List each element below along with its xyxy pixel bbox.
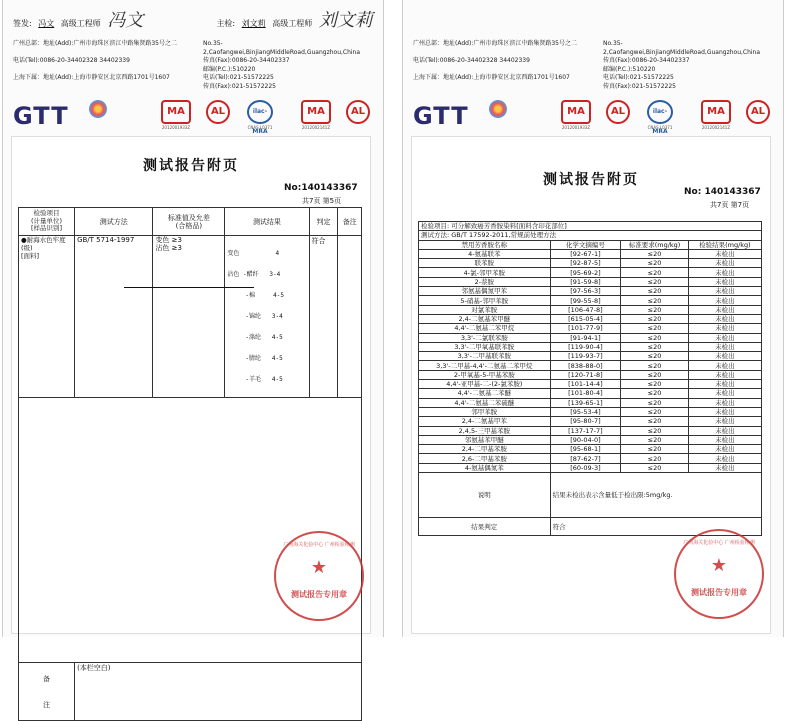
table-row <box>419 380 762 389</box>
limit-value: ≤20 <box>621 268 689 277</box>
limit-value: ≤20 <box>621 398 689 407</box>
amine-name: 4-氨基联苯 <box>419 249 551 258</box>
address-gz-fax: 传真(Fax):0086-20-34402337 <box>203 57 290 64</box>
table-row <box>419 389 762 398</box>
cal-cert-icon <box>603 100 633 125</box>
signer-name: 冯文 <box>38 19 55 28</box>
result-line: -棉 4-5 <box>227 292 284 299</box>
result-line: -腈纶 4-5 <box>227 355 283 362</box>
limit-value: ≤20 <box>621 287 689 296</box>
cal-cert-icon-2 <box>743 100 773 125</box>
table-row <box>419 417 762 426</box>
result-value: 未检出 <box>688 426 761 435</box>
gtt-flower-icon <box>489 100 507 118</box>
standard-line: 沾色 ≥3 <box>155 244 182 252</box>
cas-number: [91-59-8] <box>550 277 621 286</box>
cas-number: [838-88-0] <box>550 361 621 370</box>
table-row <box>419 324 762 333</box>
cert-mark: MA <box>301 100 331 124</box>
limit-value: ≤20 <box>621 305 689 314</box>
table-row <box>419 287 762 296</box>
table-row <box>419 352 762 361</box>
cas-number: [99-55-8] <box>550 296 621 305</box>
limit-value: ≤20 <box>621 417 689 426</box>
report-number: No:140143367 <box>284 183 358 193</box>
cert-number: 2012002141Z <box>301 125 331 130</box>
cert-number: CNAS L0371 <box>647 125 673 130</box>
cas-number: [87-62-7] <box>550 454 621 463</box>
result-value: 未检出 <box>688 342 761 351</box>
test-item: 检验项目: 可分解致癌芳香胺染料[面料含印花部位] <box>419 222 762 231</box>
official-seal-left <box>274 531 364 621</box>
remark-text: (本栏空白) <box>75 663 362 721</box>
result-line: -羊毛 4-5 <box>227 376 283 383</box>
fastness-table <box>18 207 362 721</box>
limit-value: ≤20 <box>621 454 689 463</box>
limit-value: ≤20 <box>621 342 689 351</box>
col-header-limit: 标准要求(mg/kg) <box>621 240 689 249</box>
cert-mark: AL <box>746 100 770 124</box>
amine-name: 邻氨基偶氮甲苯 <box>419 287 551 296</box>
cert-number: 2012001933Z <box>161 125 191 130</box>
table-row <box>419 426 762 435</box>
cas-number: [119-93-7] <box>550 352 621 361</box>
logo-row <box>11 98 375 134</box>
limit-value: ≤20 <box>621 426 689 435</box>
amine-name: 3,3'-二甲基-4,4'-二氨基二苯甲烷 <box>419 361 551 370</box>
address-gz-tel: 电话(Tel):0086-20-34402328 34402339 <box>13 57 130 64</box>
checker-name: 刘文莉 <box>241 19 266 28</box>
report-number: No: 140143367 <box>684 187 761 197</box>
cas-number: [137-17-7] <box>550 426 621 435</box>
cas-number: [95-80-7] <box>550 417 621 426</box>
result-value: 未检出 <box>688 314 761 323</box>
result-value: 未检出 <box>688 361 761 370</box>
result-value: 未检出 <box>688 370 761 379</box>
standard-cell <box>153 236 225 398</box>
remark-cell <box>338 236 362 398</box>
conclusion-label: 结果判定 <box>419 518 551 536</box>
signer-title: 高级工程师 <box>60 19 101 28</box>
address-gz-tel: 电话(Tel):0086-20-34402328 34402339 <box>413 57 530 64</box>
method-cell: GB/T 5714-1997 <box>75 236 153 398</box>
conclusion-value: 符合 <box>550 518 761 536</box>
limit-value: ≤20 <box>621 324 689 333</box>
cas-number: [101-80-4] <box>550 389 621 398</box>
amine-name: 3,3'-二甲基联苯胺 <box>419 352 551 361</box>
table-row <box>419 296 762 305</box>
gtt-flower-icon <box>89 100 107 118</box>
cert-number: 2012002141Z <box>701 125 731 130</box>
cas-number: [95-53-4] <box>550 407 621 416</box>
seal-ring-text: 广州海关化验中心 广州检验检测 <box>683 540 755 546</box>
col-header-result: 检验结果(mg/kg) <box>688 240 761 249</box>
col-header-standard: 标准值及允差 (合格品) <box>153 208 225 236</box>
item-line: ●耐海水色牢度 <box>21 236 66 244</box>
address-gz-en: No.35-2,Caofangwei,BinjiangMiddleRoad,Guangzhou,China <box>603 40 761 56</box>
cas-number: [139-65-1] <box>550 398 621 407</box>
signer-handwritten-signature: 冯文 <box>107 10 144 31</box>
result-value: 未检出 <box>688 324 761 333</box>
seal-star-icon: ★ <box>710 555 728 576</box>
amine-name: 4-氨基偶氮苯 <box>419 463 551 472</box>
address-sh-fax: 传真(Fax):021-51572225 <box>203 82 276 90</box>
table-row <box>419 435 762 444</box>
checker-title: 高级工程师 <box>272 19 313 28</box>
test-method: 测试方法: GB/T 17592-2011,常规前处理方法 <box>419 231 762 240</box>
cert-mark: MA <box>161 100 191 124</box>
cert-mark: ilac-MRA <box>247 100 273 124</box>
cas-number: [92-87-5] <box>550 259 621 268</box>
logo-row <box>411 98 775 134</box>
limit-value: ≤20 <box>621 445 689 454</box>
cas-number: [615-05-4] <box>550 314 621 323</box>
limit-value: ≤20 <box>621 277 689 286</box>
result-value: 未检出 <box>688 454 761 463</box>
cas-number: [95-68-1] <box>550 445 621 454</box>
result-value: 未检出 <box>688 398 761 407</box>
seal-ring-text: 广州海关化验中心 广州检验检测 <box>283 542 355 548</box>
table-row <box>419 259 762 268</box>
amine-name: 4,4'-二氨基二苯硫醚 <box>419 398 551 407</box>
amine-rows <box>419 249 762 472</box>
limit-value: ≤20 <box>621 435 689 444</box>
item-line: (级) <box>21 244 33 252</box>
table-row <box>419 277 762 286</box>
amine-name: 邻氨基苯甲醚 <box>419 435 551 444</box>
official-seal-right <box>674 529 764 619</box>
col-header-cas: 化学文摘编号 <box>550 240 621 249</box>
amine-name: 对氯苯胺 <box>419 305 551 314</box>
limit-value: ≤20 <box>621 352 689 361</box>
checker-label: 主检: <box>216 19 236 28</box>
limit-value: ≤20 <box>621 361 689 370</box>
table-row <box>419 361 762 370</box>
seal-word: 测试报告专用章 <box>291 590 347 599</box>
gtt-logo: GTT <box>13 102 69 130</box>
address-gz-fax: 传真(Fax):0086-20-34402337 <box>603 57 690 64</box>
seal-word: 测试报告专用章 <box>691 588 747 597</box>
col-header-name: 禁用芳香胺名称 <box>419 240 551 249</box>
cert-mark: ilac-MRA <box>647 100 673 124</box>
result-value: 未检出 <box>688 389 761 398</box>
result-line: -锦纶 3-4 <box>227 313 283 320</box>
cas-number: [90-04-0] <box>550 435 621 444</box>
col-header-result: 测试结果 <box>225 208 309 236</box>
address-gz-cn: 广州总部：地址(Add):广州市海珠区滨江中路集贤路35号之二 <box>13 40 177 47</box>
address-gz-post: 邮编(P.C.):510220 <box>203 65 256 73</box>
limit-value: ≤20 <box>621 389 689 398</box>
result-value: 未检出 <box>688 259 761 268</box>
note-label: 说明 <box>419 473 551 518</box>
address-gz-cn: 广州总部：地址(Add):广州市海珠区滨江中路集贤路35号之二 <box>413 40 577 47</box>
table-row <box>419 268 762 277</box>
limit-value: ≤20 <box>621 333 689 342</box>
cma-cert-icon <box>561 100 591 130</box>
limit-value: ≤20 <box>621 259 689 268</box>
cas-number: [95-69-2] <box>550 268 621 277</box>
amine-name: 邻甲苯胺 <box>419 407 551 416</box>
result-value: 未检出 <box>688 249 761 258</box>
report-sheet-right <box>411 136 771 634</box>
amine-name: 4-氯-邻甲苯胺 <box>419 268 551 277</box>
col-header-method: 测试方法 <box>75 208 153 236</box>
cas-number: [106-47-8] <box>550 305 621 314</box>
limit-value: ≤20 <box>621 407 689 416</box>
address-sh-cn: 上海下属：地址(Add):上海市静安区北京西路1701号1607 <box>13 74 170 81</box>
signer-label: 签发: <box>13 19 32 28</box>
result-line: 沾色 -醋纤 3-4 <box>227 271 281 278</box>
standard-line: 变色 ≥3 <box>155 236 182 244</box>
result-value: 未检出 <box>688 380 761 389</box>
page-title: 测试报告附页 <box>543 172 639 188</box>
cert-mark: AL <box>606 100 630 124</box>
amine-name: 2-甲氧基-5-甲基苯胺 <box>419 370 551 379</box>
result-value: 未检出 <box>688 287 761 296</box>
amine-name: 2,4-二甲基苯胺 <box>419 445 551 454</box>
amine-name: 2,4,5-三甲基苯胺 <box>419 426 551 435</box>
result-cell <box>225 236 309 398</box>
table-row <box>419 370 762 379</box>
note-text: 结果未检出表示含量低于检出限:5mg/kg. <box>550 473 761 518</box>
signature-line <box>13 6 377 32</box>
page-info: 共7页 第5页 <box>302 197 342 205</box>
page-info: 共7页 第7页 <box>710 201 750 209</box>
address-sh-tel: 电话(Tel):021-51572225 <box>203 74 274 81</box>
address-sh-tel: 电话(Tel):021-51572225 <box>603 74 674 81</box>
cas-number: [91-94-1] <box>550 333 621 342</box>
limit-value: ≤20 <box>621 296 689 305</box>
cas-number: [101-14-4] <box>550 380 621 389</box>
limit-value: ≤20 <box>621 380 689 389</box>
cma-cert-icon-2 <box>301 100 331 130</box>
cas-number: [120-71-8] <box>550 370 621 379</box>
result-value: 未检出 <box>688 463 761 472</box>
cas-number: [119-90-4] <box>550 342 621 351</box>
address-block <box>13 40 373 91</box>
cnas-cert-icon <box>645 100 675 135</box>
amine-name: 4,4'-亚甲基-二-(2-氯苯胺) <box>419 380 551 389</box>
amine-name: 3,3'-二氯联苯胺 <box>419 333 551 342</box>
result-value: 未检出 <box>688 407 761 416</box>
table-row <box>419 398 762 407</box>
limit-value: ≤20 <box>621 463 689 472</box>
verdict-cell: 符合 <box>309 236 338 398</box>
result-value: 未检出 <box>688 268 761 277</box>
amine-name: 4,4'-二氨基二苯甲烷 <box>419 324 551 333</box>
cas-number: [92-67-1] <box>550 249 621 258</box>
cnas-cert-icon <box>245 100 275 135</box>
amine-name: 联苯胺 <box>419 259 551 268</box>
cert-mark: MA <box>561 100 591 124</box>
result-value: 未检出 <box>688 277 761 286</box>
table-row <box>419 305 762 314</box>
amine-name: 2,6-二甲基苯胺 <box>419 454 551 463</box>
amine-name: 3,3'-二甲氧基联苯胺 <box>419 342 551 351</box>
report-page-left <box>2 0 384 709</box>
cert-mark: AL <box>346 100 370 124</box>
cma-cert-icon-2 <box>701 100 731 130</box>
result-value: 未检出 <box>688 296 761 305</box>
cas-number: [97-56-3] <box>550 287 621 296</box>
table-row <box>419 342 762 351</box>
address-gz-en: No.35-2,Caofangwei,BinjiangMiddleRoad,Guangzhou,China <box>203 40 361 56</box>
amine-name: 2,4-二氨基苯甲醚 <box>419 314 551 323</box>
amine-name: 2-萘胺 <box>419 277 551 286</box>
checker-handwritten-signature: 刘文莉 <box>318 10 373 31</box>
amine-name: 4,4'-二氨基二苯醚 <box>419 389 551 398</box>
cert-mark: AL <box>206 100 230 124</box>
result-value: 未检出 <box>688 305 761 314</box>
limit-value: ≤20 <box>621 370 689 379</box>
cert-number: CNAS L0371 <box>247 125 273 130</box>
item-cell <box>19 236 75 398</box>
address-gz-post: 邮编(P.C.):510220 <box>603 65 656 73</box>
table-row <box>419 249 762 258</box>
result-line: -涤纶 4-5 <box>227 334 283 341</box>
result-value: 未检出 <box>688 435 761 444</box>
amine-name: 5-硝基-邻甲苯胺 <box>419 296 551 305</box>
cert-mark: MA <box>701 100 731 124</box>
report-page-right <box>402 0 784 637</box>
cal-cert-icon-2 <box>343 100 373 125</box>
cal-cert-icon <box>203 100 233 125</box>
col-header-verdict: 判定 <box>309 208 338 236</box>
result-value: 未检出 <box>688 445 761 454</box>
result-value: 未检出 <box>688 333 761 342</box>
limit-value: ≤20 <box>621 314 689 323</box>
seal-star-icon: ★ <box>310 557 328 578</box>
table-row <box>419 333 762 342</box>
result-value: 未检出 <box>688 417 761 426</box>
end-rule <box>124 287 254 288</box>
item-line: [面料] <box>21 252 40 260</box>
result-line: 变色 4 <box>227 250 280 257</box>
result-value: 未检出 <box>688 352 761 361</box>
amine-name: 2,4-二氨基甲苯 <box>419 417 551 426</box>
table-row <box>419 314 762 323</box>
cert-number: 2012001933Z <box>561 125 591 130</box>
cma-cert-icon <box>161 100 191 130</box>
table-row <box>419 445 762 454</box>
col-header-item: 检验项目 (计量单位) [样品识别] <box>19 208 75 236</box>
table-row <box>419 454 762 463</box>
table-row <box>419 407 762 416</box>
col-header-remark: 备注 <box>338 208 362 236</box>
page-title: 测试报告附页 <box>143 158 239 174</box>
remark-label: 备 注 <box>19 663 75 721</box>
cas-number: [101-77-9] <box>550 324 621 333</box>
limit-value: ≤20 <box>621 249 689 258</box>
address-sh-cn: 上海下属：地址(Add):上海市静安区北京西路1701号1607 <box>413 74 570 81</box>
gtt-logo: GTT <box>413 102 469 130</box>
report-sheet-left <box>11 136 371 709</box>
address-sh-fax: 传真(Fax):021-51572225 <box>603 82 676 90</box>
address-block <box>413 40 773 91</box>
table-row <box>419 463 762 472</box>
aromatic-amine-table <box>418 221 762 536</box>
cas-number: [60-09-3] <box>550 463 621 472</box>
